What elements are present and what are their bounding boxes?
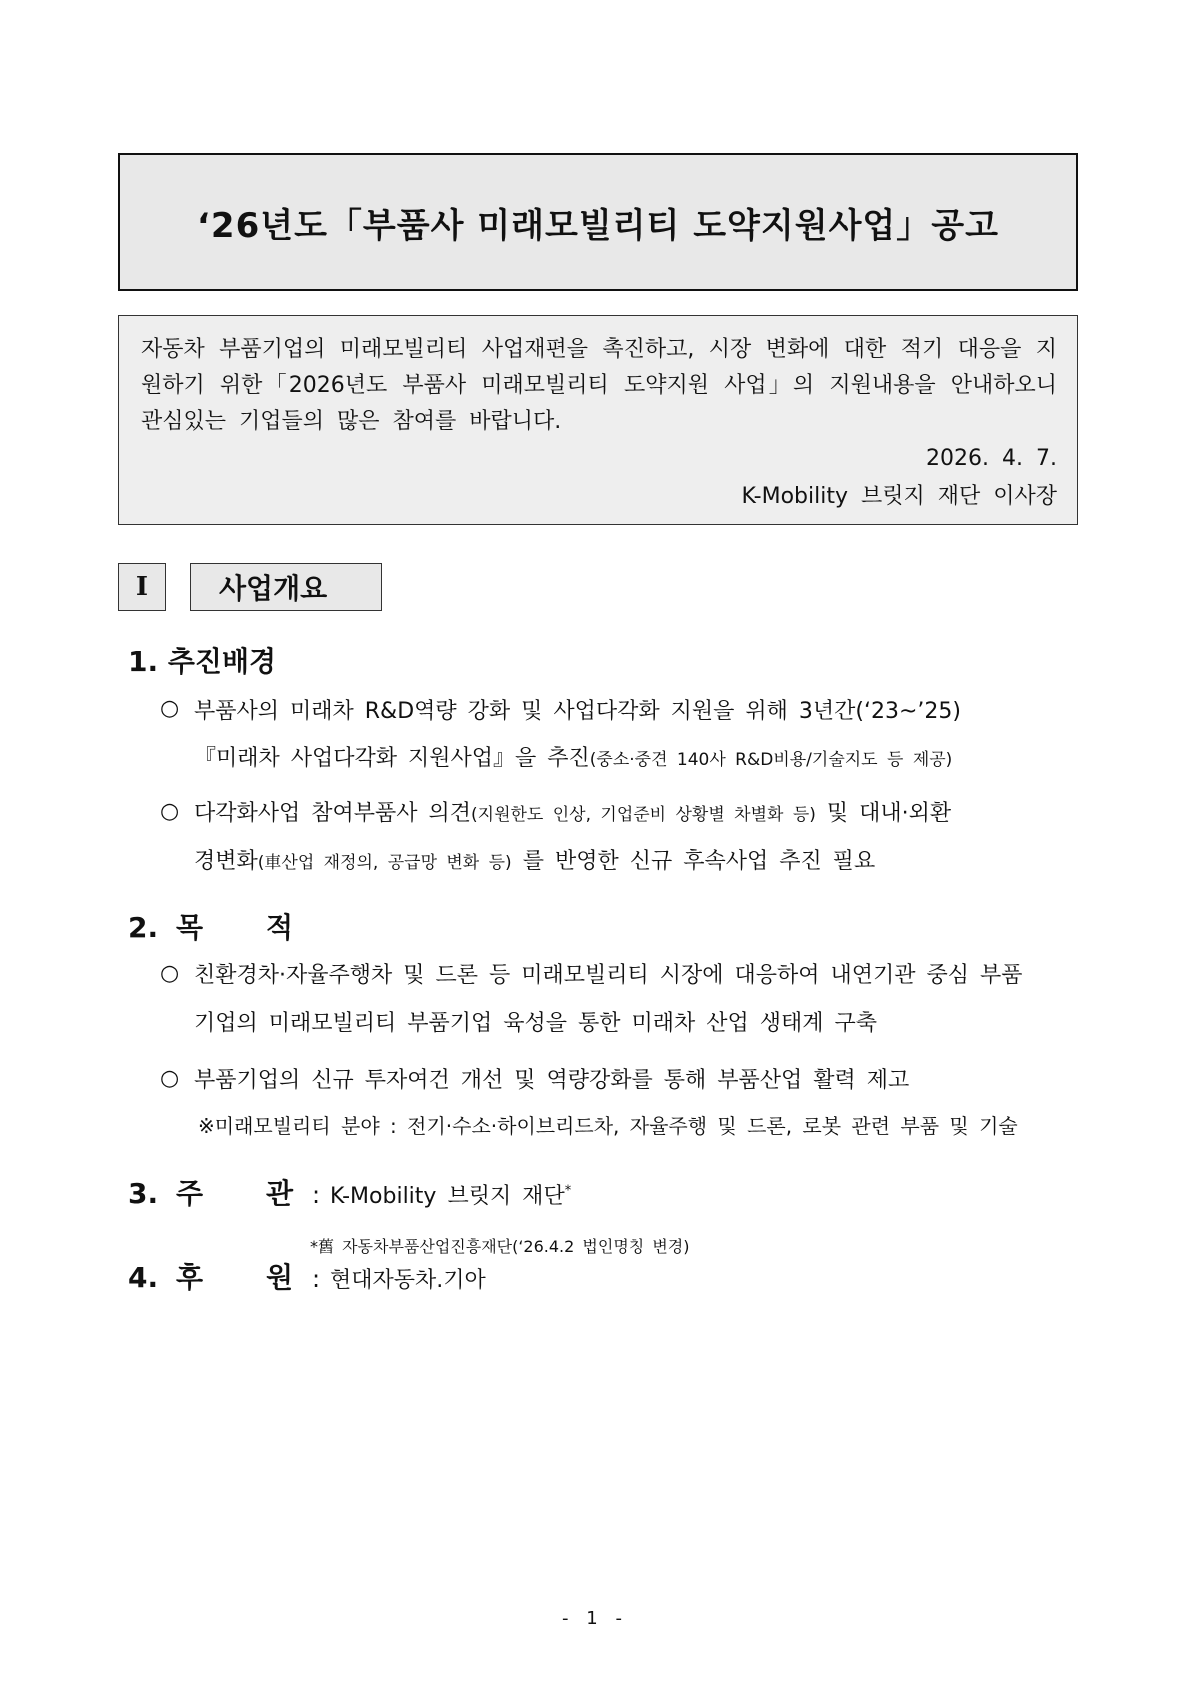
purpose-label-a: 목 [176, 911, 204, 944]
background-bullet2-line1 [194, 796, 951, 827]
heading-organizer [128, 1172, 571, 1212]
heading-background: 1. 추진배경 [128, 645, 277, 678]
bullet-icon: ○ [160, 696, 180, 721]
background-bullet2-tail: 및 대내·외환 [815, 801, 952, 826]
organizer-footnote-mark: * [564, 1183, 572, 1199]
background-bullet2-detail: (지원한도 인상, 기업준비 상황별 차별화 등) [471, 805, 816, 825]
intro-box [118, 315, 1078, 525]
purpose-bullet1-line2: 기업의 미래모빌리티 부품기업 육성을 통한 미래차 산업 생태계 구축 [194, 1011, 878, 1036]
background-bullet2-line2-detail: (車산업 재정의, 공급망 변화 등) [257, 853, 512, 873]
intro-signatory: K-Mobility 브릿지 재단 이사장 [741, 484, 1057, 509]
bullet-icon: ○ [160, 961, 180, 986]
purpose-note: ※미래모빌리티 분야 : 전기·수소·하이브리드차, 자율주행 및 드론, 로봇 관련 부품 및 기술 [198, 1114, 1018, 1138]
sponsor-colon: : [311, 1265, 321, 1293]
heading-sponsor [128, 1256, 486, 1296]
background-bullet1-main: 『미래차 사업다각화 지원사업』을 추진 [194, 746, 590, 771]
purpose-bullet2-line1: 부품기업의 신규 투자여건 개선 및 역량강화를 통해 부품산업 활력 제고 [194, 1068, 910, 1093]
sponsor-label-b: 원 [266, 1261, 294, 1294]
organizer-number: 3. [128, 1177, 159, 1210]
background-bullet2-line2-main: 경변화 [194, 849, 258, 874]
background-bullet1-detail: (중소·중견 140사 R&D비용/기술지도 등 제공) [589, 750, 953, 770]
background-bullet1-line2 [194, 741, 952, 772]
title-box [118, 153, 1078, 291]
purpose-number: 2. [128, 911, 159, 944]
organizer-value [330, 1179, 571, 1210]
page-number: - 1 - [562, 1608, 628, 1629]
organizer-label-b: 관 [266, 1177, 294, 1210]
organizer-footnote: *舊 자동차부품산업진흥재단(‘26.4.2 법인명칭 변경) [310, 1237, 690, 1256]
purpose-label-b: 적 [266, 911, 294, 944]
section-number: I [118, 563, 166, 611]
bullet-icon: ○ [160, 1066, 180, 1091]
organizer-colon: : [311, 1181, 321, 1209]
sponsor-number: 4. [128, 1261, 159, 1294]
background-bullet2-line2-tail: 를 반영한 신규 후속사업 추진 필요 [511, 849, 876, 874]
organizer-name: K-Mobility 브릿지 재단 [330, 1184, 565, 1209]
purpose-bullet1-line1: 친환경차·자율주행차 및 드론 등 미래모빌리티 시장에 대응하여 내연기관 중심 부품 [194, 963, 1023, 988]
background-bullet2-main: 다각화사업 참여부품사 의견 [194, 801, 472, 826]
bullet-icon: ○ [160, 799, 180, 824]
intro-text: 자동차 부품기업의 미래모빌리티 사업재편을 촉진하고, 시장 변화에 대한 적기 대응을 지원하기 위한「2026년도 부품사 미래모빌리티 도약지원 사업」의 지원내용을 안내하오니 관심있는 기업들의 많은 참여를 바랍니다. [141, 337, 1057, 434]
organizer-label-a: 주 [176, 1177, 204, 1210]
background-bullet2-line2 [194, 844, 875, 875]
document-title: ‘26년도「부품사 미래모빌리티 도약지원사업」공고 [197, 205, 999, 246]
sponsor-value: 현대자동차.기아 [330, 1268, 486, 1293]
intro-date: 2026. 4. 7. [926, 446, 1057, 471]
background-bullet1-line1: 부품사의 미래차 R&D역량 강화 및 사업다각화 지원을 위해 3년간(‘23~’25) [194, 699, 961, 724]
section-title: 사업개요 [190, 563, 382, 611]
heading-purpose [128, 906, 302, 946]
sponsor-label-a: 후 [176, 1261, 204, 1294]
